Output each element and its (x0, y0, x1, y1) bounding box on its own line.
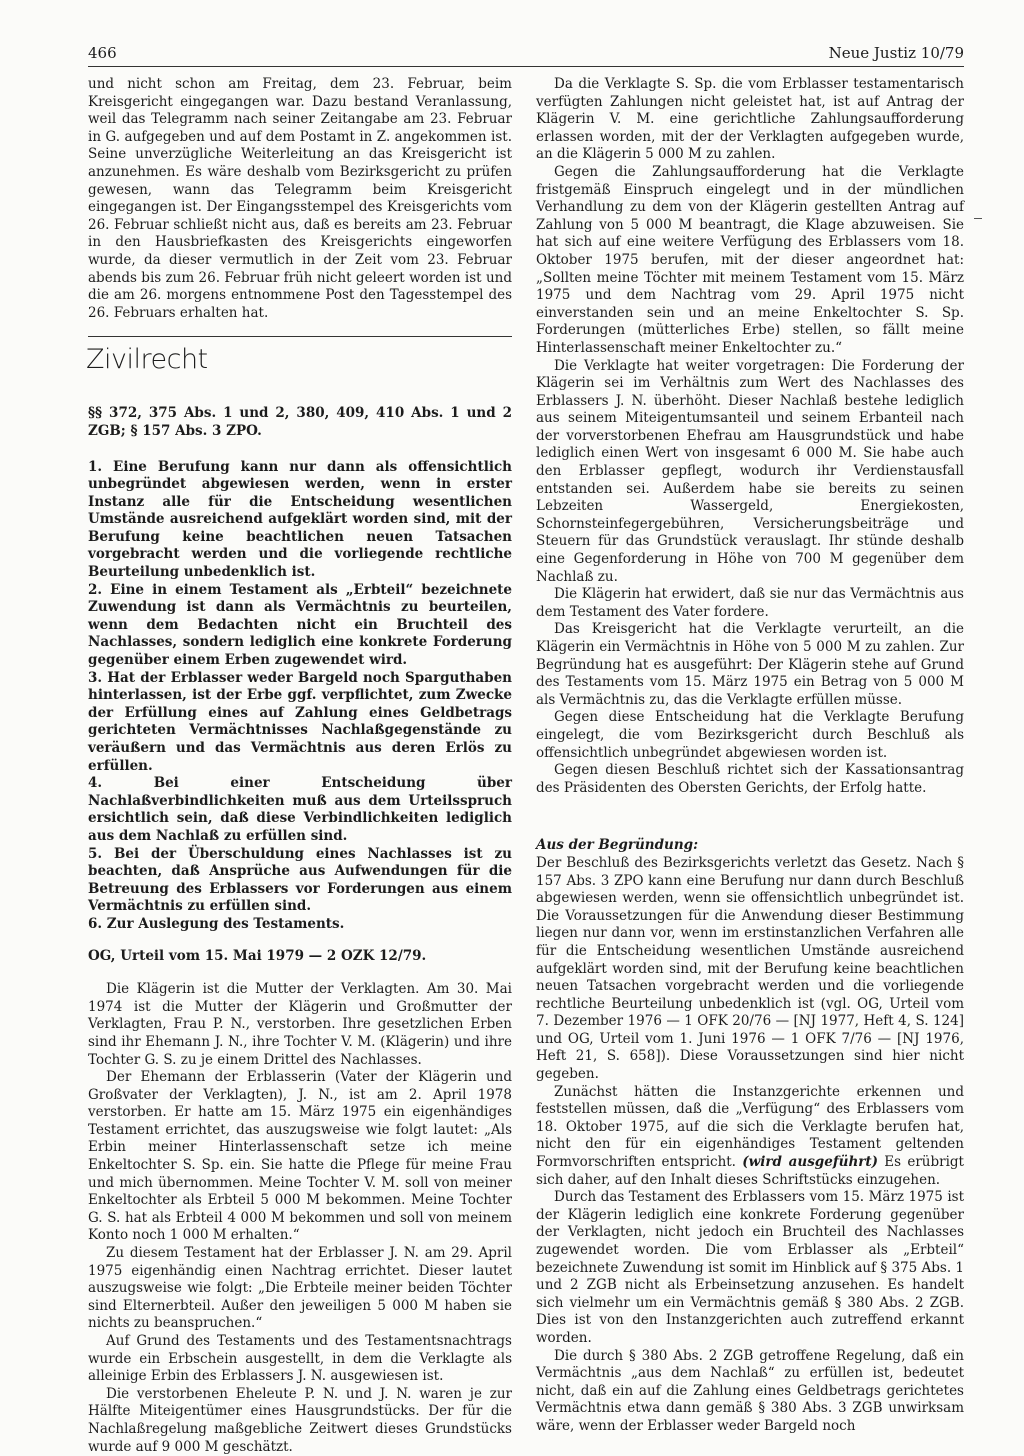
right-column (536, 76, 964, 1436)
reasoning-paragraph: Durch das Testament des Erblassers vom 15. März 1975 ist der Klägerin lediglich eine konkrete Forderung gegenüber der Verklagten, nicht jedoch ein Bruchteil des Nachlasses zugewendet worden. Die vom Erblasser als „Erbteil“ bezeichnete Zuwendung ist somit im Hinblick auf § 375 Abs. 1 und 2 ZGB nicht als Erbeinsetzung anzusehen. Es handelt sich vielmehr um ein Vermächtnis gemäß § 380 Abs. 2 ZGB. Dies ist von den Instanzgerichten auch zutreffend erkannt worden. (536, 1189, 964, 1346)
legal-norms: §§ 372, 375 Abs. 1 und 2, 380, 409, 410 Abs. 1 und 2 ZGB; § 157 Abs. 3 ZPO. (88, 405, 512, 439)
body-paragraph: Die Klägerin hat erwidert, daß sie nur das Vermächtnis aus dem Testament des Vater fordere. (536, 586, 964, 620)
body-paragraph: Auf Grund des Testaments und des Testamentsnachtrags wurde ein Erbschein ausgestellt, in dem die Verklagte als alleinige Erbin des Erblassers J. N. ausgewiesen ist. (88, 1333, 512, 1385)
body-paragraph: Da die Verklagte S. Sp. die vom Erblasser testamentarisch verfügten Zahlungen nicht geleistet hat, ist auf Antrag der Klägerin V. M. eine gerichtliche Zahlungsaufforderung erlassen worden, mit der der Verklagten aufgegeben wurde, an die Klägerin 5 000 M zu zahlen. (536, 76, 964, 163)
headnotes (88, 459, 512, 934)
section-divider (88, 336, 512, 337)
headnote: 3. Hat der Erblasser weder Bargeld noch Sparguthaben hinterlassen, ist der Erbe ggf. verpflichtet, zum Zwecke der Erfüllung eines auf Zahlung eines Geldbetrags gerichteten Vermächtnisses Nachlaßgegenstände zu veräußern und das Vermächtnis aus deren Erlös zu erfüllen. (88, 669, 512, 774)
section-title: Zivilrecht (86, 344, 208, 376)
intro-paragraph: und nicht schon am Freitag, dem 23. Februar, beim Kreisgericht eingegangen war. Dazu bestand Veranlassung, weil das Telegramm nach seiner Zeitangabe am 23. Februar in G. aufgegeben und auf dem Postamt in Z. angekommen ist. Seine unverzügliche Weiterleitung an das Kreisgericht ist anzunehmen. Es wäre deshalb vom Bezirksgericht zu prüfen gewesen, wann das Telegramm beim Kreisgericht eingegangen ist. Der Eingangsstempel des Kreisgerichts vom 26. Februar schließt nicht aus, daß es bereits am 23. Februar in den Hausbriefkasten des Kreisgerichts eingeworfen wurde, da dieser vermutlich in der Zeit vom 23. Februar abends bis zum 26. Februar früh nicht geleert worden ist und die am 26. morgens entnommene Post den Tagesstempel des 26. Februars erhalten hat. (88, 76, 512, 321)
body-paragraph: Die verstorbenen Eheleute P. N. und J. N. waren je zur Hälfte Miteigentümer eines Hausgrundstücks. Der für die Nachlaßregelung maßgebliche Zeitwert dieses Grundstücks wurde auf 9 000 M geschätzt. (88, 1385, 512, 1455)
reasoning-paragraph (536, 1084, 964, 1190)
facts-block (88, 981, 512, 1456)
body-paragraph: Gegen die Zahlungsaufforderung hat die Verklagte fristgemäß Einspruch eingelegt und in der mündlichen Verhandlung zu dem von der Klägerin gestellten Antrag auf Zahlung von 5 000 M beantragt, die Klage abzuweisen. Sie hat sich auf eine weitere Verfügung des Erblassers vom 18. Oktober 1975 berufen, mit der dieser angeordnet hat: „Sollten meine Töchter mit meinem Testament vom 15. März 1975 und dem Nachtrag vom 29. April 1975 nicht einverstanden sein und an meine Enkeltochter S. Sp. Forderungen (mütterliches Erbe) stellen, so fällt meine Hinterlassenschaft meiner Enkeltochter zu.“ (536, 163, 964, 356)
body-paragraph: Das Kreisgericht hat die Verklagte verurteilt, an die Klägerin ein Vermächtnis in Höhe von 5 000 M zu zahlen. Zur Begründung hat es ausgeführt: Der Klägerin stehe auf Grund des Testaments vom 15. März 1975 ein Betrag von 5 000 M als Vermächtnis zu, das die Verklagte erfüllen müsse. (536, 621, 964, 708)
margin-mark (974, 218, 982, 219)
body-paragraph: Gegen diese Entscheidung hat die Verklagte Berufung eingelegt, die vom Bezirksgericht durch Beschluß als offensichtlich unbegründet abgewiesen worden ist. (536, 709, 964, 761)
body-paragraph: Die Klägerin ist die Mutter der Verklagten. Am 30. Mai 1974 ist die Mutter der Klägerin und Großmutter der Verklagten, Frau P. N., verstorben. Ihre gesetzlichen Erben sind ihr Ehemann J. N., ihre Tochter V. M. (Klägerin) und ihre Tochter G. S. zu je einem Drittel des Nachlasses. (88, 981, 512, 1068)
headnote: 4. Bei einer Entscheidung über Nachlaßverbindlichkeiten muß aus dem Urteilsspruch ersichtlich sein, daß diese Verbindlichkeiten lediglich aus dem Nachlaß zu erfüllen sind. (88, 775, 512, 844)
reasoning-text: Zunächst hätten die Instanzgerichte erkennen und feststellen müssen, daß die „Verfügung“ des Erblassers vom 18. Oktober 1975, auf die sich die Verklagte berufen hat, nicht den für ein eigenhändiges Testament geltenden Formvorschriften entspricht. (536, 1083, 964, 1171)
left-column (88, 76, 512, 1456)
body-paragraph: Die Verklagte hat weiter vorgetragen: Die Forderung der Klägerin sei im Verhältnis zum Wert des Nachlasses des Erblassers J. N. überhöht. Dieser Nachlaß bestehe lediglich aus seinem Miteigentumsanteil und seinem Erbanteil nach der vorverstorbenen Ehefrau am Hausgrundstück und habe lediglich einen Wert von insgesamt 6 000 M. Sie habe auch den Erblasser gepflegt, wodurch ihr Verdienstausfall entstanden sei. Außerdem habe sie bereits zu seinen Lebzeiten Wassergeld, Energiekosten, Schornsteinfegergebühren, Versicherungsbeiträge und Steuern für das Grundstück verauslagt. Ihr stünde deshalb eine Gegenforderung in Höhe von 700 M gegenüber dem Nachlaß zu. (536, 357, 964, 585)
headnote: 6. Zur Auslegung des Testaments. (88, 915, 345, 932)
omission-note: (wird ausgeführt) (742, 1154, 879, 1171)
reasoning-paragraph: Die durch § 380 Abs. 2 ZGB getroffene Regelung, daß ein Vermächtnis „aus dem Nachlaß“ zu erfüllen ist, bedeutet nicht, daß ein auf die Zahlung eines Geldbetrags gerichtetes Vermächtnis etwa dann gemäß § 380 Abs. 3 ZGB unwirksam wäre, wenn der Erblasser weder Bargeld noch (536, 1347, 964, 1434)
headnote: 5. Bei der Überschuldung eines Nachlasses ist zu beachten, daß Ansprüche aus Aufwendungen für die Betreuung des Erblassers vor Forderungen aus einem Vermächtnis zu erfüllen sind. (88, 845, 512, 915)
reasoning-heading: Aus der Begründung: (536, 837, 699, 854)
page-header (88, 44, 964, 66)
headnote: 1. Eine Berufung kann nur dann als offensichtlich unbegründet abgewiesen werden, wenn in erster Instanz alle für die Entscheidung wesentlichen Umstände ausreichend aufgeklärt worden sind, mit der Berufung keine beachtlichen neuen Tatsachen vorgebracht werden und die vorliegende rechtliche Beurteilung unbedenklich ist. (88, 458, 512, 581)
reasoning-paragraph: Der Beschluß des Bezirksgerichts verletzt das Gesetz. Nach § 157 Abs. 3 ZPO kann eine Berufung nur dann durch Beschluß abgewiesen werden, wenn sie offensichtlich unbegründet ist. Die Voraussetzungen für die Anwendung dieser Bestimmung liegen nur dann vor, wenn im erstinstanzlichen Verfahren alle für die Entscheidung wesentlichen Umstände ausreichend aufgeklärt worden sind, mit der Berufung keine beachtlichen neuen Tatsachen vorgebracht werden und die vorliegende rechtliche Beurteilung unbedenklich ist (vgl. OG, Urteil vom 7. Dezember 1976 — 1 OFK 20/76 — [NJ 1977, Heft 4, S. 124] und OG, Urteil vom 1. Juni 1976 — 1 OFK 7/76 — [NJ 1976, Heft 21, S. 658]). Diese Voraussetzungen sind hier nicht gegeben. (536, 854, 964, 1083)
body-paragraph: Der Ehemann der Erblasserin (Vater der Klägerin und Großvater der Verklagten), J. N., ist am 2. April 1978 verstorben. Er hatte am 15. März 1975 ein eigenhändiges Testament errichtet, das auszugsweise wie folgt lautet: „Als Erbin meiner Hinterlassenschaft setze ich meine Enkeltochter S. Sp. ein. Sie hatte die Pflege für meine Frau und mich übernommen. Meine Tochter V. M. soll von meiner Enkeltochter als Erbteil 5 000 M bekommen. Meine Tochter G. S. hat als Erbteil 4 000 M bekommen und soll von meinem Konto noch 1 000 M erhalten.“ (88, 1069, 512, 1244)
header-rule (88, 66, 964, 67)
journal-issue: Neue Justiz 10/79 (828, 44, 964, 62)
reasoning-text: Es erübrigt sich daher, auf den Inhalt dieses Schriftstücks einzugehen. (536, 1154, 964, 1188)
decision-citation: OG, Urteil vom 15. Mai 1979 — 2 OZK 12/79. (88, 947, 427, 964)
body-paragraph: Gegen diesen Beschluß richtet sich der Kassationsantrag des Präsidenten des Obersten Gerichts, der Erfolg hatte. (536, 762, 964, 796)
headnote: 2. Eine in einem Testament als „Erbteil“ bezeichnete Zuwendung ist dann als Vermächtnis zu beurteilen, wenn dem Bedachten nicht ein Bruchteil des Nachlasses, sondern lediglich eine konkrete Forderung gegenüber einem Erben zugewendet wird. (88, 581, 512, 669)
page-number: 466 (88, 44, 117, 62)
body-paragraph: Zu diesem Testament hat der Erblasser J. N. am 29. April 1975 eigenhändig einen Nachtrag errichtet. Dieser lautet auszugsweise wie folgt: „Die Erbteile meiner beiden Töchter sind Elternerbteil. Außer den jeweiligen 5 000 M haben sie nichts zu beanspruchen.“ (88, 1245, 512, 1332)
